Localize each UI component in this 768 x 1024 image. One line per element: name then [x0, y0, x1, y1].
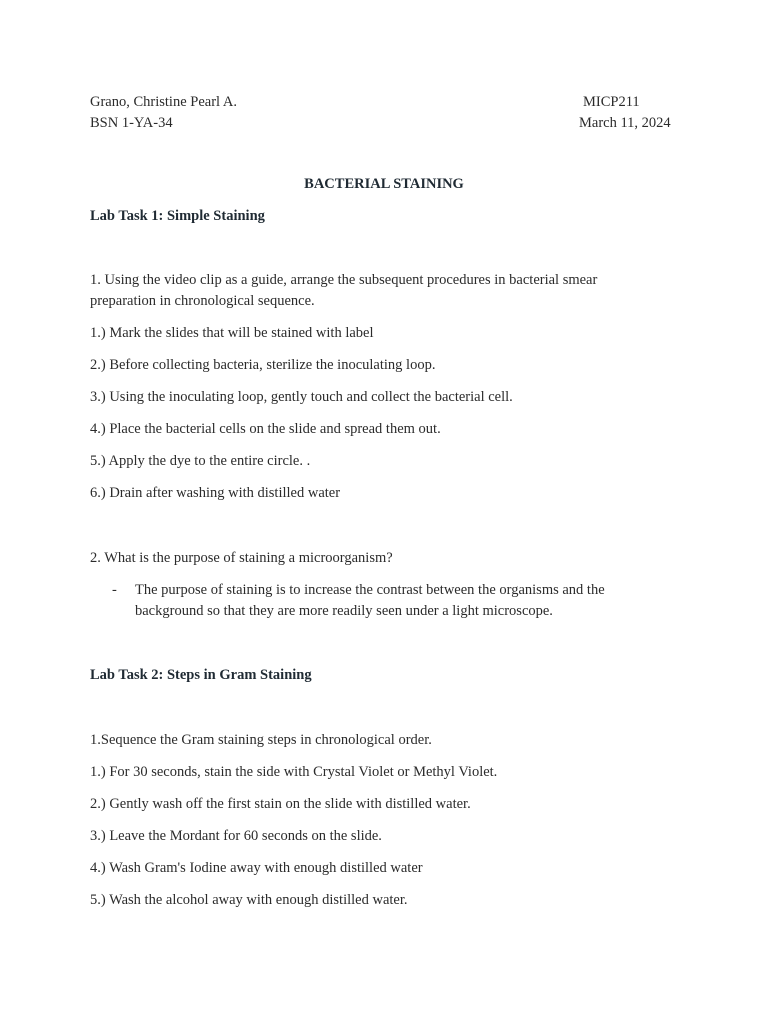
- task1-question2: 2. What is the purpose of staining a microorganism?: [90, 550, 393, 566]
- task2-question1: 1.Sequence the Gram staining steps in chronological order.: [90, 732, 432, 748]
- task2-step: 1.) For 30 seconds, stain the side with Crystal Violet or Methyl Violet.: [90, 764, 498, 780]
- task1-question1-line1: 1. Using the video clip as a guide, arrange the subsequent procedures in bacterial smear: [90, 272, 598, 288]
- task1-step: 6.) Drain after washing with distilled water: [90, 485, 341, 501]
- task2-step: 3.) Leave the Mordant for 60 seconds on the slide.: [90, 828, 382, 844]
- student-name: Grano, Christine Pearl A.: [90, 94, 237, 110]
- document-date: March 11, 2024: [579, 115, 671, 131]
- answer-bullet: -: [112, 582, 117, 598]
- task2-step: 4.) Wash Gram's Iodine away with enough distilled water: [90, 860, 423, 876]
- task1-step: 2.) Before collecting bacteria, sterilize the inoculating loop.: [90, 357, 436, 373]
- task1-step: 4.) Place the bacterial cells on the slide and spread them out.: [90, 421, 441, 437]
- task2-heading: Lab Task 2: Steps in Gram Staining: [90, 667, 312, 683]
- task1-step: 5.) Apply the dye to the entire circle. .: [90, 453, 311, 469]
- task1-heading: Lab Task 1: Simple Staining: [90, 208, 265, 224]
- task1-step: 3.) Using the inoculating loop, gently touch and collect the bacterial cell.: [90, 389, 513, 405]
- task1-question1-line2: preparation in chronological sequence.: [90, 293, 315, 309]
- document-title: BACTERIAL STAINING: [304, 176, 464, 192]
- answer-line1: The purpose of staining is to increase the contrast between the organisms and the: [135, 582, 605, 598]
- task2-step: 5.) Wash the alcohol away with enough distilled water.: [90, 892, 408, 908]
- student-section: BSN 1-YA-34: [90, 115, 173, 131]
- course-code: MICP211: [583, 94, 640, 110]
- task2-step: 2.) Gently wash off the first stain on the slide with distilled water.: [90, 796, 471, 812]
- answer-line2: background so that they are more readily seen under a light microscope.: [135, 603, 553, 619]
- task1-step: 1.) Mark the slides that will be stained with label: [90, 325, 374, 341]
